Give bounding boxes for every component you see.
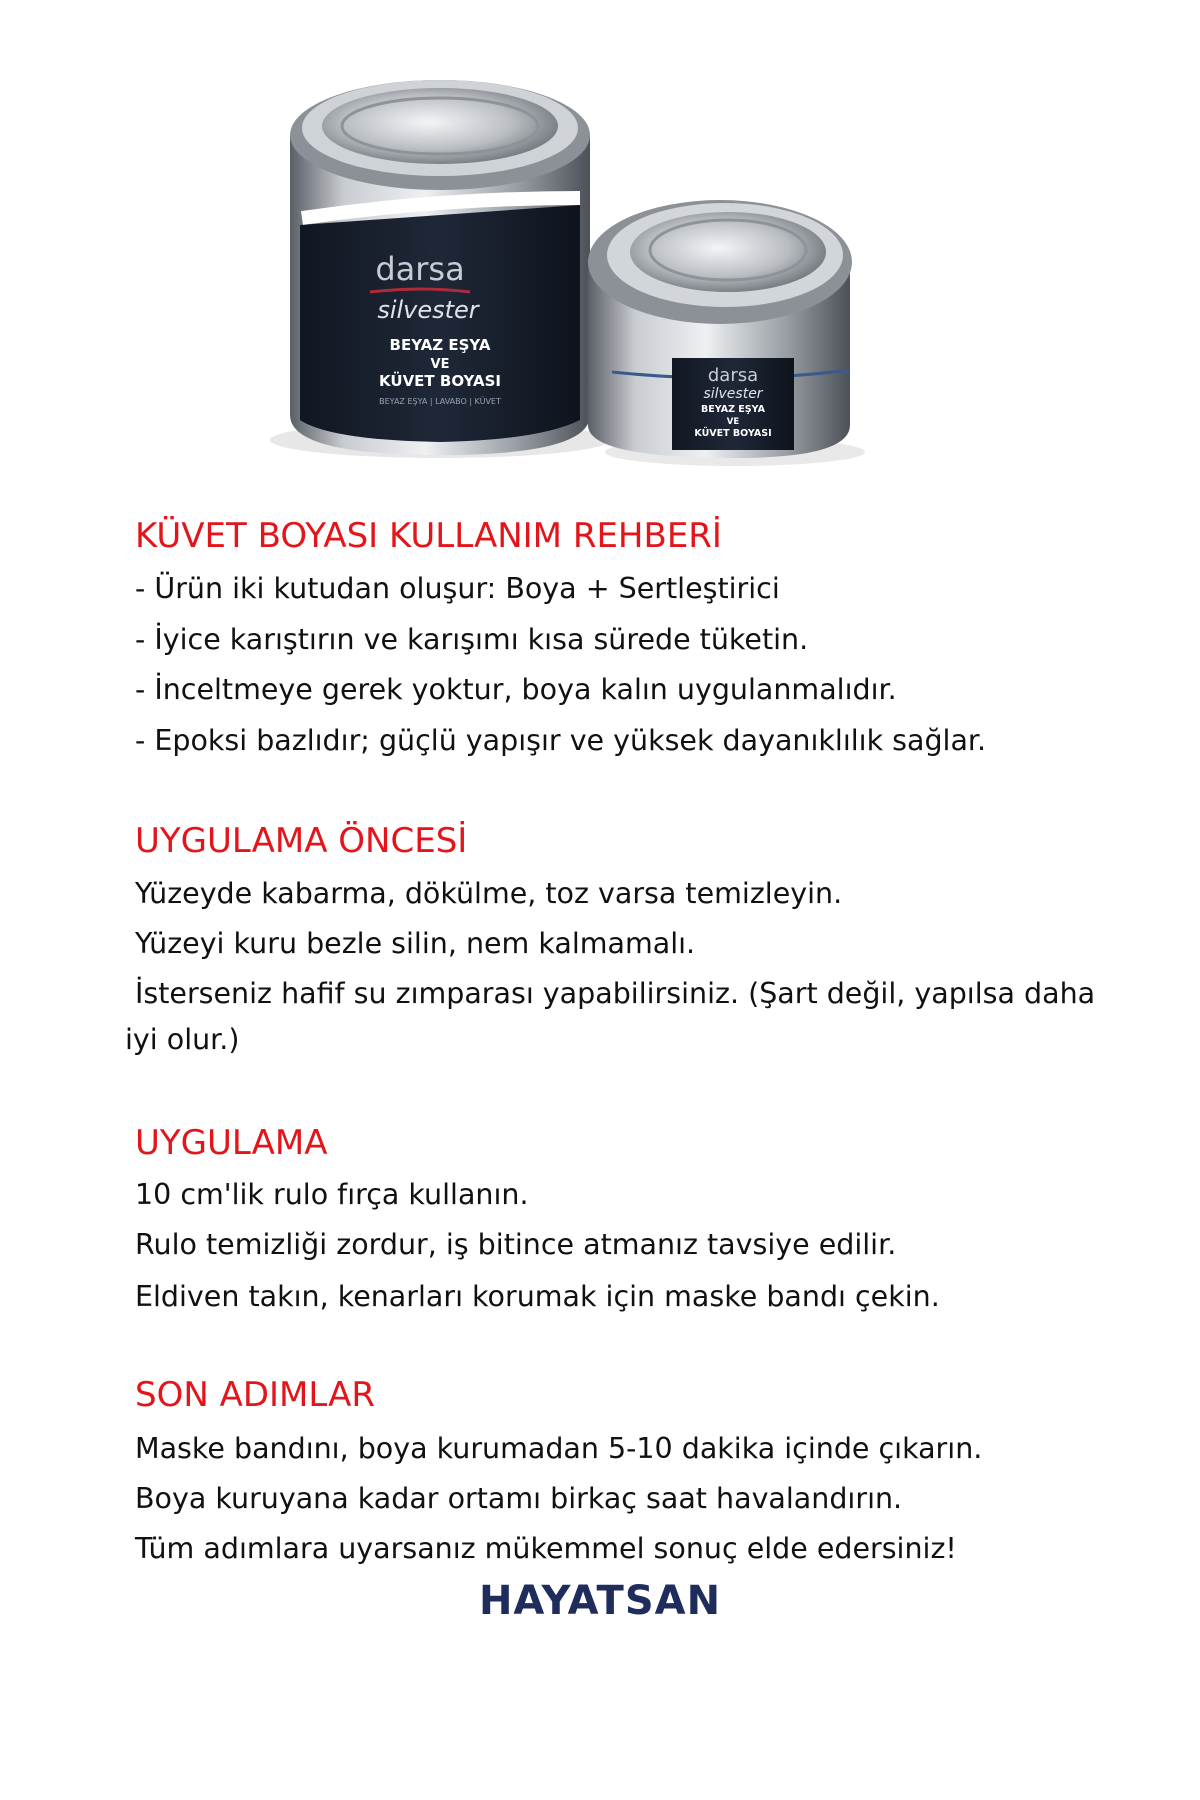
paragraph-line: İsterseniz hafif su zımparası yapabilirsiniz. (Şart değil, yapılsa daha xyxy=(135,977,1096,1010)
hayatsan-logo: HAYATSAN xyxy=(478,1578,722,1624)
small-can-product-line3: KÜVET BOYASI xyxy=(694,428,772,439)
final-steps-title: SON ADIMLAR xyxy=(135,1375,375,1415)
application-title: UYGULAMA xyxy=(135,1123,328,1163)
paragraph-line: 10 cm'lik rulo fırça kullanın. xyxy=(135,1178,529,1211)
list-item: - Ürün iki kutudan oluşur: Boya + Sertleştirici xyxy=(135,571,780,607)
small-can-brand: darsa xyxy=(707,365,759,386)
list-item: - Epoksi bazlıdır; güçlü yapışır ve yüksek dayanıklılık sağlar. xyxy=(135,723,986,759)
large-can-product-line1: BEYAZ EŞYA xyxy=(389,336,491,354)
large-can-brand: darsa xyxy=(375,250,465,288)
small-can-sub-brand: silvester xyxy=(703,386,763,402)
large-can-product-line3: KÜVET BOYASI xyxy=(379,372,501,390)
large-can-sub-brand: silvester xyxy=(377,296,479,324)
paragraph-line: Tüm adımlara uyarsanız mükemmel sonuç elde edersiniz! xyxy=(135,1532,957,1565)
paragraph-line: Maske bandını, boya kurumadan 5-10 dakika içinde çıkarın. xyxy=(135,1432,983,1465)
paragraph-line: Yüzeyde kabarma, dökülme, toz varsa temizleyin. xyxy=(135,877,843,910)
list-item: - İyice karıştırın ve karışımı kısa sürede tüketin. xyxy=(135,622,808,658)
large-paint-can xyxy=(270,80,610,458)
product-photo xyxy=(0,0,1200,480)
large-can-small-print: BEYAZ EŞYA | LAVABO | KÜVET xyxy=(379,397,501,406)
before-application-title: UYGULAMA ÖNCESİ xyxy=(135,821,468,861)
paragraph-line: Yüzeyi kuru bezle silin, nem kalmamalı. xyxy=(135,927,696,960)
paragraph-line: Boya kuruyana kadar ortamı birkaç saat havalandırın. xyxy=(135,1482,903,1515)
small-can-product-line1: BEYAZ EŞYA xyxy=(701,404,765,415)
usage-guide-title: KÜVET BOYASI KULLANIM REHBERİ xyxy=(135,516,722,556)
large-can-product-line2: VE xyxy=(430,357,450,372)
list-item: - İnceltmeye gerek yoktur, boya kalın uygulanmalıdır. xyxy=(135,672,897,708)
paragraph-line: iyi olur.) xyxy=(125,1023,240,1056)
small-can-product-line2: VE xyxy=(726,417,740,427)
paragraph-line: Rulo temizliği zordur, iş bitince atmanız tavsiye edilir. xyxy=(135,1228,897,1261)
paragraph-line: Eldiven takın, kenarları korumak için maske bandı çekin. xyxy=(135,1280,940,1313)
small-paint-can xyxy=(588,200,865,466)
